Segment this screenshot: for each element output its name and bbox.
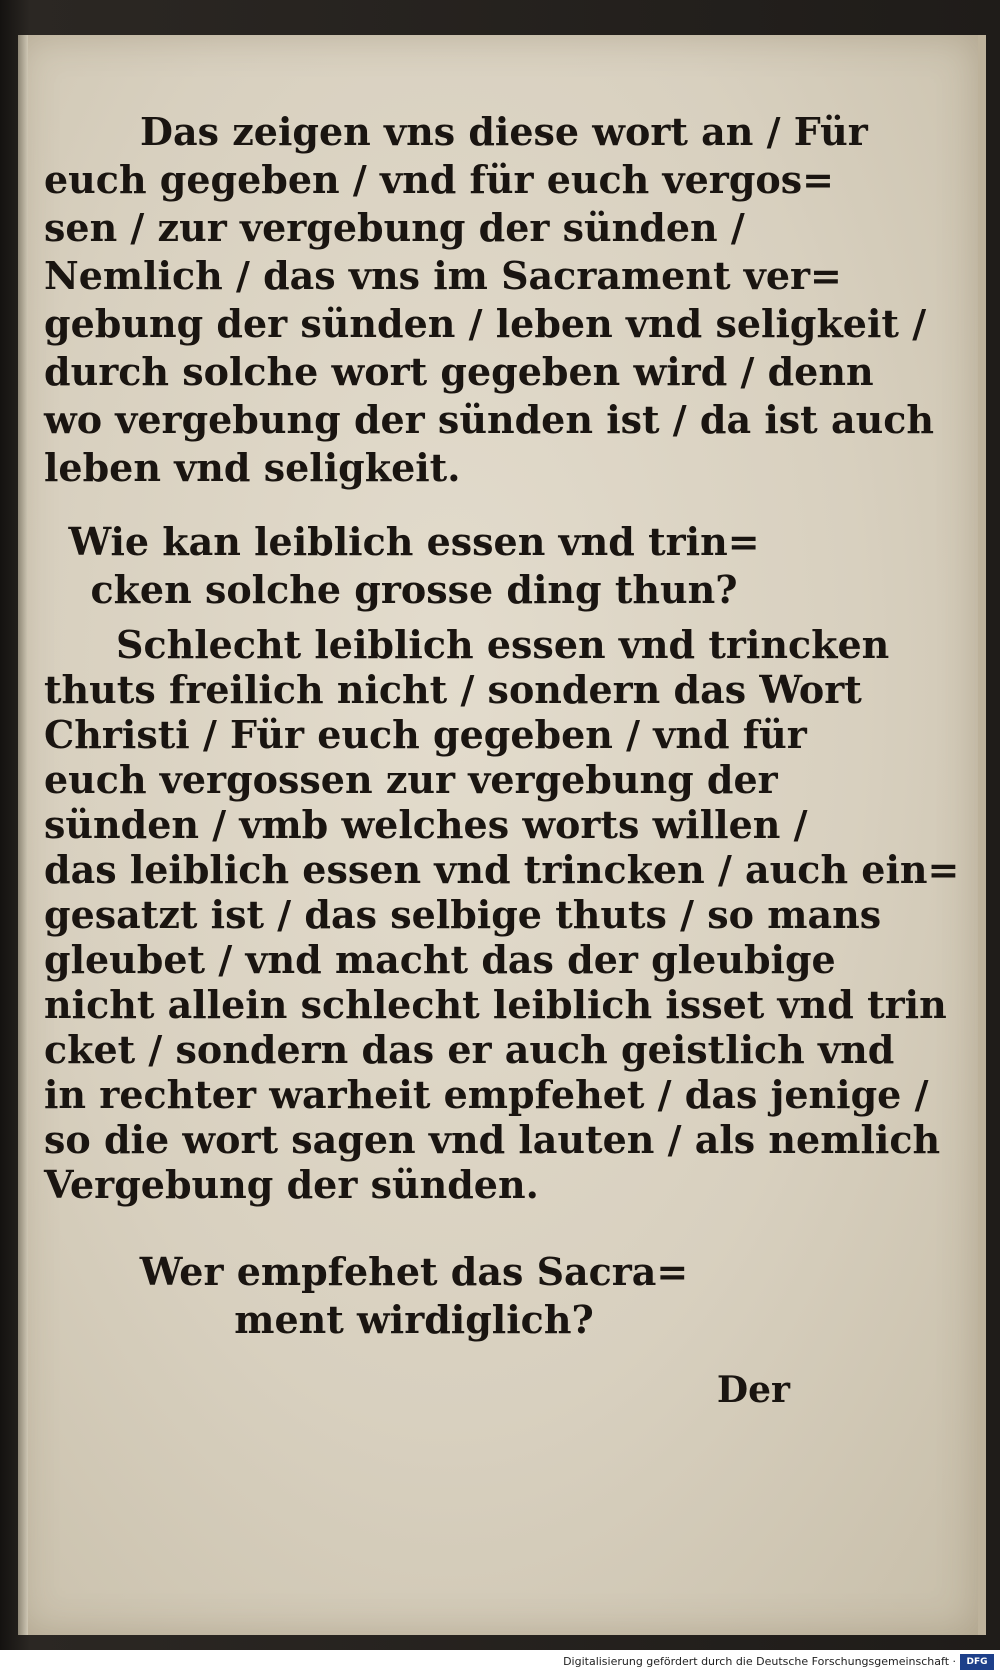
text-line: Vergebung der sünden. — [44, 1162, 539, 1207]
section-heading-2 — [44, 1248, 784, 1344]
text-line: in rechter warheit empfehet / das jenige / — [44, 1072, 929, 1117]
text-line: gesatzt ist / das selbige thuts / so mans — [44, 892, 882, 937]
page-edge — [18, 35, 28, 1635]
text-line: durch solche wort gegeben wird / denn — [44, 349, 874, 394]
text-line: Schlecht leiblich essen vnd trincken — [116, 622, 890, 667]
text-line: euch vergossen zur vergebung der — [44, 757, 778, 802]
text-line: leben vnd seligkeit. — [44, 445, 461, 490]
section-heading-1 — [44, 518, 784, 614]
heading-line: cken solche grosse ding thun? — [90, 567, 738, 612]
text-line: Das zeigen vns diese wort an / Für — [140, 109, 868, 154]
heading-line: ment wirdiglich? — [234, 1297, 594, 1342]
text-line: so die wort sagen vnd lauten / als nemlich — [44, 1117, 941, 1162]
text-line: gleubet / vnd macht das der gleubige — [44, 937, 836, 982]
paragraph-2 — [44, 622, 960, 1207]
heading-line: Wer empfehet das Sacra= — [139, 1249, 689, 1294]
paragraph-1 — [44, 108, 934, 492]
dfg-logo: DFG — [960, 1654, 994, 1670]
text-line: sen / zur vergebung der sünden / — [44, 205, 745, 250]
text-line: thuts freilich nicht / sondern das Wort — [44, 667, 862, 712]
text-line: wo vergebung der sünden ist / da ist auch — [44, 397, 934, 442]
heading-line: Wie kan leiblich essen vnd trin= — [68, 519, 760, 564]
text-line: gebung der sünden / leben vnd seligkeit / — [44, 301, 927, 346]
text-line: nicht allein schlecht leiblich isset vnd trin — [44, 982, 947, 1027]
text-line: sünden / vmb welches worts willen / — [44, 802, 808, 847]
text-line: euch gegeben / vnd für euch vergos= — [44, 157, 834, 202]
text-line: cket / sondern das er auch geistlich vnd — [44, 1027, 895, 1072]
text-line: Christi / Für euch gegeben / vnd für — [44, 712, 807, 757]
text-line: Nemlich / das vns im Sacrament ver= — [44, 253, 842, 298]
text-line: das leiblich essen vnd trincken / auch ein= — [44, 847, 960, 892]
footer-bar — [0, 1650, 1000, 1677]
catchword: Der — [716, 1369, 790, 1411]
funding-credit: Digitalisierung gefördert durch die Deutsche Forschungsgemeinschaft · — [563, 1655, 956, 1668]
